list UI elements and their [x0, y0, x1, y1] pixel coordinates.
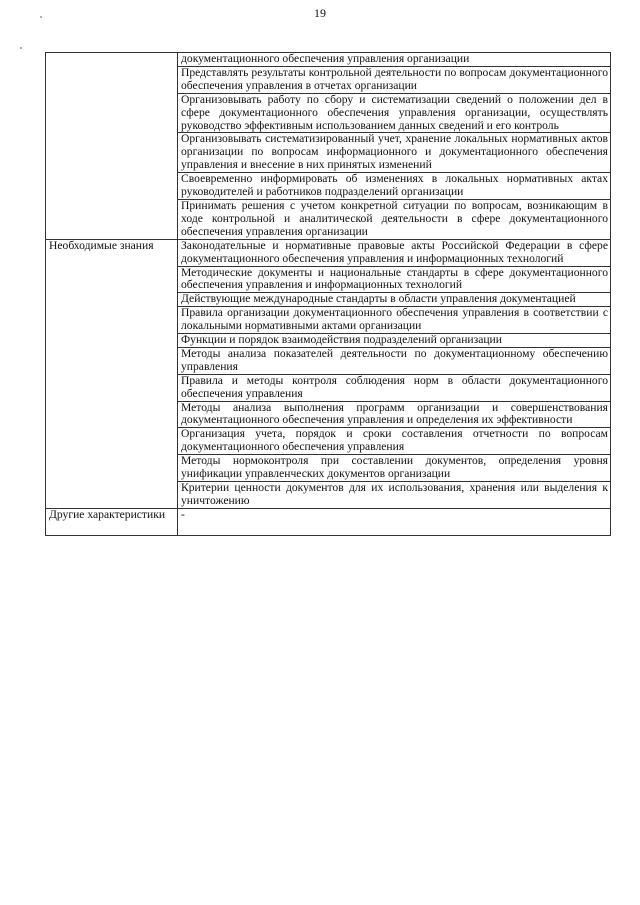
- list-item: Своевременно информировать об изменениях в локальных нормативных актах руководителей и работников подразделений организации: [178, 173, 611, 200]
- list-item: Представлять результаты контрольной деятельности по вопросам документационного обеспечения управления в отчетах организации: [178, 66, 611, 93]
- other-characteristics-label: Другие характеристики: [46, 508, 178, 535]
- list-item: Правила и методы контроля соблюдения норм в области документационного обеспечения управления: [178, 374, 611, 401]
- list-item: Критерии ценности документов для их использования, хранения или выделения к уничтожению: [178, 482, 611, 509]
- table-row: [46, 508, 611, 535]
- scan-speck: [20, 47, 22, 49]
- page-number: 19: [314, 6, 326, 20]
- knowledge-label: Необходимые знания: [46, 239, 178, 508]
- list-item: Методы анализа показателей деятельности по документационному обеспечению управления: [178, 347, 611, 374]
- list-item: Методы анализа выполнения программ организации и совершенствования документационного обеспечения управления и определения их эффективности: [178, 401, 611, 428]
- table-row: [46, 53, 611, 67]
- list-item: Организация учета, порядок и сроки составления отчетности по вопросам документационного обеспечения управления: [178, 428, 611, 455]
- list-item: Функции и порядок взаимодействия подразделений организации: [178, 334, 611, 348]
- list-item: Законодательные и нормативные правовые акты Российской Федерации в сфере документационного обеспечения управления и информационных технологий: [178, 239, 611, 266]
- table-row: [46, 239, 611, 266]
- empty-label-cell: [46, 53, 178, 240]
- list-item: документационного обеспечения управления организации: [178, 53, 611, 67]
- list-item: Организовывать работу по сбору и систематизации сведений о положении дел в сфере документационного обеспечения управления организации, осуществлять руководство эффективным использованием данных сведений и его контроль: [178, 93, 611, 133]
- list-item: Правила организации документационного обеспечения управления в соответствии с локальными нормативными актами организации: [178, 307, 611, 334]
- list-item: Методические документы и национальные стандарты в сфере документационного обеспечения управления и информационных технологий: [178, 266, 611, 293]
- other-characteristics-value: -: [178, 508, 611, 535]
- list-item: Действующие международные стандарты в области управления документацией: [178, 293, 611, 307]
- list-item: Организовывать систематизированный учет, хранение локальных нормативных актов организации по вопросам информационного и документационного обеспечения управления и внесение в них принятых изменений: [178, 133, 611, 173]
- competency-table: [45, 52, 611, 536]
- scan-speck: [40, 16, 42, 18]
- list-item: Методы нормоконтроля при составлении документов, определения уровня унификации управленческих документов организации: [178, 455, 611, 482]
- list-item: Принимать решения с учетом конкретной ситуации по вопросам, возникающим в ходе контрольной и аналитической деятельности в сфере документационного обеспечения управления организации: [178, 199, 611, 239]
